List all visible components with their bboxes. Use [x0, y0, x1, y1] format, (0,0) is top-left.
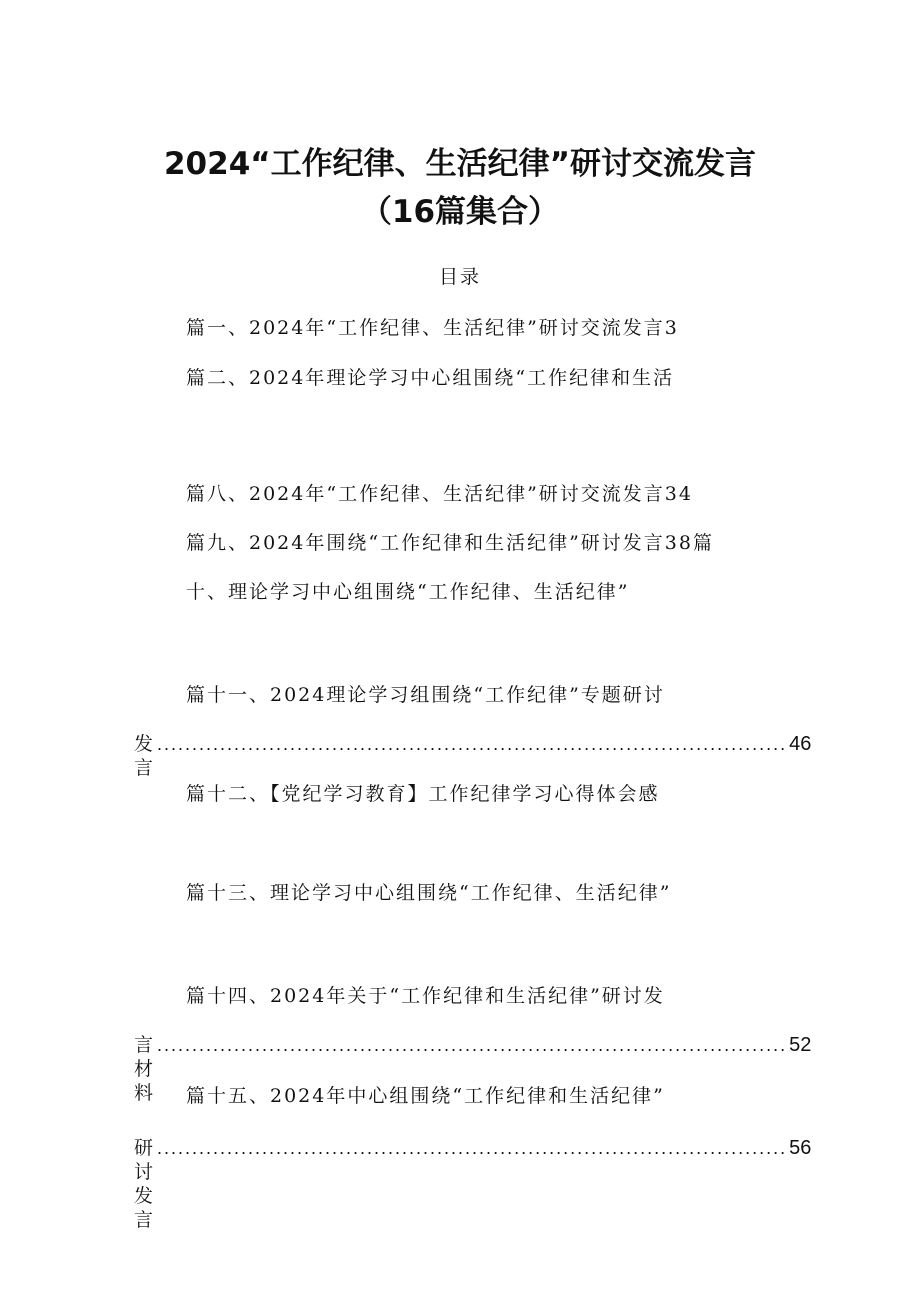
document-title-line2: （16篇集合） — [360, 194, 560, 230]
toc-entry-1[interactable]: 篇一、2024年“工作纪律、生活纪律”研讨交流发言3 — [186, 317, 679, 339]
toc-entry-12[interactable]: 篇十二、【党纪学习教育】工作纪律学习心得体会感 — [186, 783, 660, 805]
toc-entry-11-line2[interactable] — [134, 732, 812, 780]
document-title-line1: 2024“工作纪律、生活纪律”研讨交流发言 — [163, 146, 757, 182]
toc-entry-14-text: 言材料 — [134, 1034, 156, 1104]
toc-entry-13[interactable]: 篇十三、理论学习中心组围绕“工作纪律、生活纪律” — [186, 882, 672, 904]
leader-dots: .......................................................................................... — [157, 1138, 788, 1158]
toc-entry-15-line2[interactable] — [134, 1136, 812, 1232]
leader-dots: .......................................................................................... — [157, 734, 788, 754]
toc-entry-9[interactable]: 篇九、2024年围绕“工作纪律和生活纪律”研讨发言38篇 — [186, 532, 714, 554]
toc-entry-11-page: 46 — [789, 733, 812, 755]
leader-dots: .......................................................................................... — [157, 1035, 788, 1055]
toc-entry-10[interactable]: 十、理论学习中心组围绕“工作纪律、生活纪律” — [186, 581, 630, 603]
toc-entry-15-text: 研讨发言 — [134, 1137, 156, 1231]
toc-entry-11-text: 发言 — [134, 733, 156, 779]
toc-entry-14-line1[interactable]: 篇十四、2024年关于“工作纪律和生活纪律”研讨发 — [186, 985, 665, 1007]
toc-entry-14-page: 52 — [789, 1034, 812, 1056]
toc-heading: 目录 — [438, 266, 481, 288]
toc-entry-11-line1[interactable]: 篇十一、2024理论学习组围绕“工作纪律”专题研讨 — [186, 684, 665, 706]
toc-entry-2[interactable]: 篇二、2024年理论学习中心组围绕“工作纪律和生活 — [186, 367, 675, 389]
toc-entry-15-page: 56 — [789, 1137, 812, 1159]
toc-entry-15-line1[interactable]: 篇十五、2024年中心组围绕“工作纪律和生活纪律” — [186, 1085, 665, 1107]
toc-entry-8[interactable]: 篇八、2024年“工作纪律、生活纪律”研讨交流发言34 — [186, 483, 693, 505]
